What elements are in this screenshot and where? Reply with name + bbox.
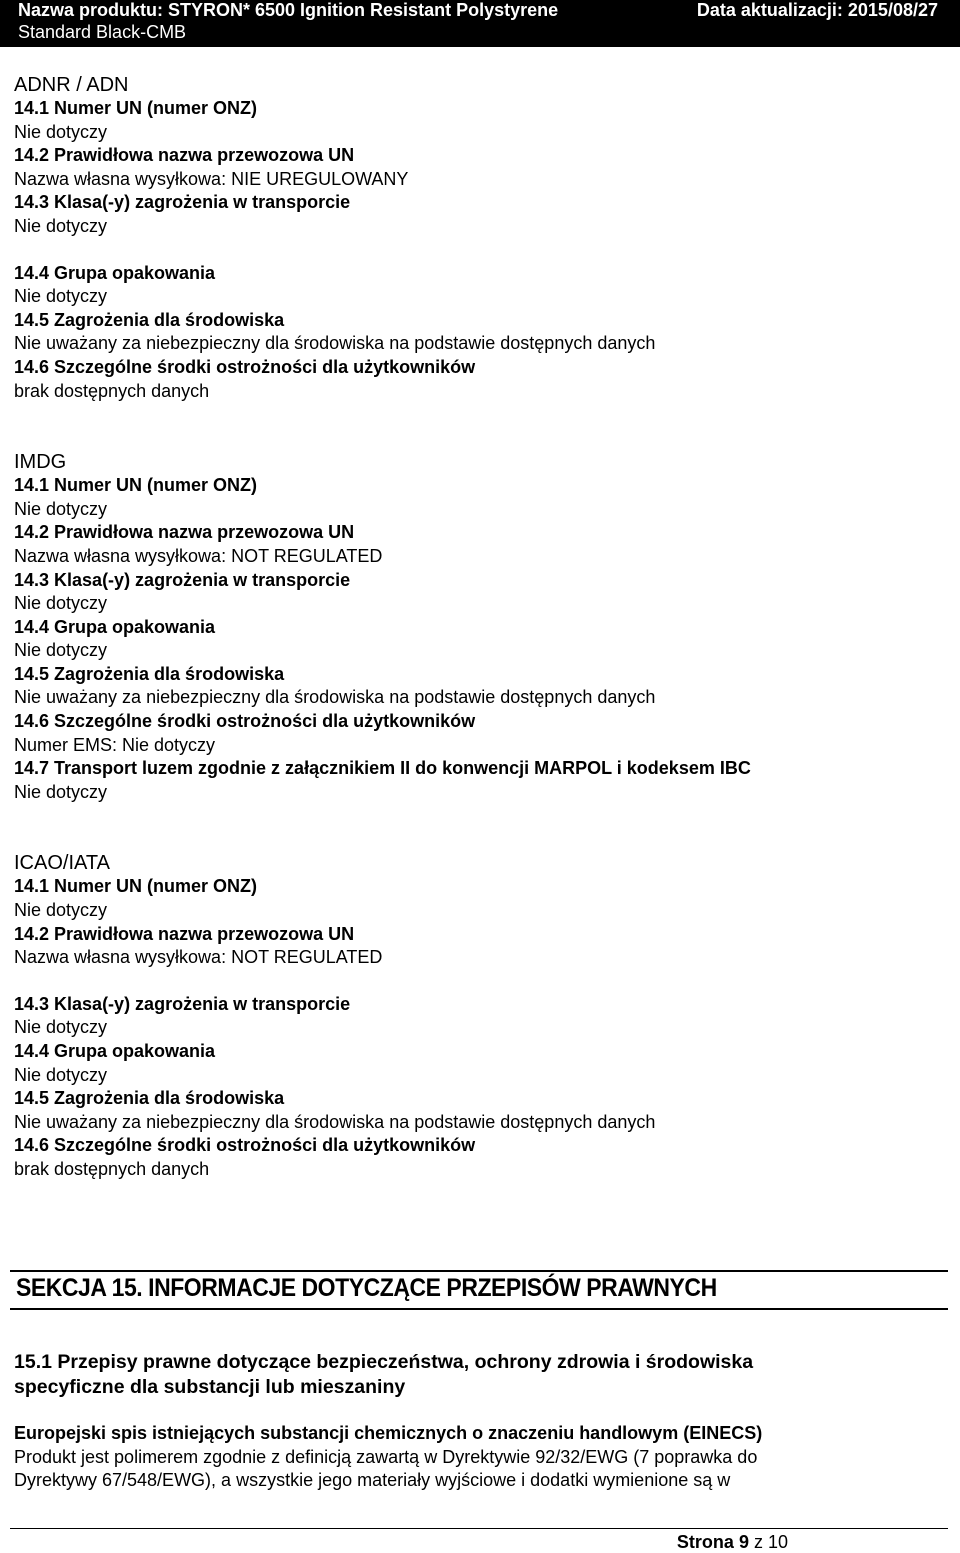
imdg-title: IMDG (14, 451, 67, 474)
icao-14-5-value: Nie uważany za niebezpieczny dla środowiska na podstawie dostępnych danych (14, 1111, 656, 1132)
imdg-14-5-value: Nie uważany za niebezpieczny dla środowiska na podstawie dostępnych danych (14, 687, 656, 708)
header-product-sub: Standard Black-CMB (18, 22, 187, 42)
icao-14-3-value: Nie dotyczy (14, 1017, 108, 1038)
page-total: z 10 (753, 1532, 788, 1552)
header-product-name: Nazwa produktu: STYRON* 6500 Ignition Resistant Polystyrene (18, 0, 559, 20)
einecs-text-line1: Produkt jest polimerem zgodnie z definicją zawartą w Dyrektywie 92/32/EWG (7 poprawka do (14, 1446, 758, 1467)
imdg-14-1-value: Nie dotyczy (14, 498, 108, 519)
icao-14-2-heading: 14.2 Prawidłowa nazwa przewozowa UN (14, 923, 355, 944)
section-15-1-heading-line1: 15.1 Przepisy prawne dotyczące bezpieczeństwa, ochrony zdrowia i środowiska (14, 1351, 754, 1373)
adnr-14-1-heading: 14.1 Numer UN (numer ONZ) (14, 98, 258, 118)
icao-14-1-heading: 14.1 Numer UN (numer ONZ) (14, 876, 258, 897)
imdg-14-2-heading: 14.2 Prawidłowa nazwa przewozowa UN (14, 522, 355, 543)
footer-divider (10, 1528, 948, 1529)
imdg-14-6-heading: 14.6 Szczególne środki ostrożności dla użytkowników (14, 711, 476, 732)
imdg-14-3-value: Nie dotyczy (14, 593, 108, 614)
icao-14-2-value: Nazwa własna wysyłkowa: NOT REGULATED (14, 947, 383, 968)
imdg-14-6-value: Numer EMS: Nie dotyczy (14, 734, 216, 755)
adnr-14-3-heading: 14.3 Klasa(-y) zagrożenia w transporcie (14, 192, 351, 213)
icao-14-5-heading: 14.5 Zagrożenia dla środowiska (14, 1088, 285, 1109)
imdg-14-7-value: Nie dotyczy (14, 781, 108, 802)
imdg-14-1-heading: 14.1 Numer UN (numer ONZ) (14, 475, 258, 496)
adnr-14-1-value: Nie dotyczy (14, 121, 108, 142)
adnr-14-6-heading: 14.6 Szczególne środki ostrożności dla użytkowników (14, 356, 476, 377)
adnr-14-5-value: Nie uważany za niebezpieczny dla środowiska na podstawie dostępnych danych (14, 333, 656, 354)
icao-14-1-value: Nie dotyczy (14, 900, 108, 921)
einecs-heading: Europejski spis istniejących substancji chemicznych o znaczeniu handlowym (EINECS) (14, 1423, 763, 1443)
imdg-14-4-value: Nie dotyczy (14, 640, 108, 661)
page-current: 9 (738, 1532, 749, 1552)
page-header (0, 0, 960, 47)
page-label: Strona (676, 1532, 734, 1552)
icao-title: ICAO/IATA (14, 852, 110, 875)
imdg-14-3-heading: 14.3 Klasa(-y) zagrożenia w transporcie (14, 569, 351, 590)
adnr-14-3-value: Nie dotyczy (14, 215, 108, 236)
adnr-14-2-value: Nazwa własna wysyłkowa: NIE UREGULOWANY (14, 168, 409, 189)
section-15-1-heading-line2: specyficzne dla substancji lub mieszaniny (14, 1376, 406, 1398)
einecs-text-line2: Dyrektywy 67/548/EWG), a wszystkie jego materiały wyjściowe i dodatki wymienione są w (14, 1470, 731, 1491)
adnr-14-4-value: Nie dotyczy (14, 286, 108, 307)
icao-14-6-heading: 14.6 Szczególne środki ostrożności dla użytkowników (14, 1135, 476, 1156)
adnr-14-4-heading: 14.4 Grupa opakowania (14, 262, 216, 283)
icao-14-3-heading: 14.3 Klasa(-y) zagrożenia w transporcie (14, 993, 351, 1014)
section-15-body (14, 1350, 944, 1493)
adnr-14-6-value: brak dostępnych danych (14, 380, 210, 401)
section-14-content (14, 73, 944, 1182)
imdg-14-4-heading: 14.4 Grupa opakowania (14, 616, 216, 637)
adnr-14-2-heading: 14.2 Prawidłowa nazwa przewozowa UN (14, 145, 355, 166)
section-15-title: SEKCJA 15. INFORMACJE DOTYCZĄCE PRZEPISÓW PRAWNYCH (16, 1274, 717, 1302)
imdg-14-2-value: Nazwa własna wysyłkowa: NOT REGULATED (14, 545, 383, 566)
icao-14-6-value: brak dostępnych danych (14, 1158, 210, 1179)
adnr-14-5-heading: 14.5 Zagrożenia dla środowiska (14, 309, 285, 330)
header-revision-date: Data aktualizacji: 2015/08/27 (696, 0, 938, 20)
icao-14-4-value: Nie dotyczy (14, 1064, 108, 1085)
section-15-title-bar (10, 1270, 948, 1310)
adnr-title: ADNR / ADN (14, 74, 129, 96)
imdg-14-7-heading: 14.7 Transport luzem zgodnie z załącznikiem II do konwencji MARPOL i kodeksem IBC (14, 758, 751, 779)
imdg-14-5-heading: 14.5 Zagrożenia dla środowiska (14, 663, 285, 684)
icao-14-4-heading: 14.4 Grupa opakowania (14, 1041, 216, 1061)
